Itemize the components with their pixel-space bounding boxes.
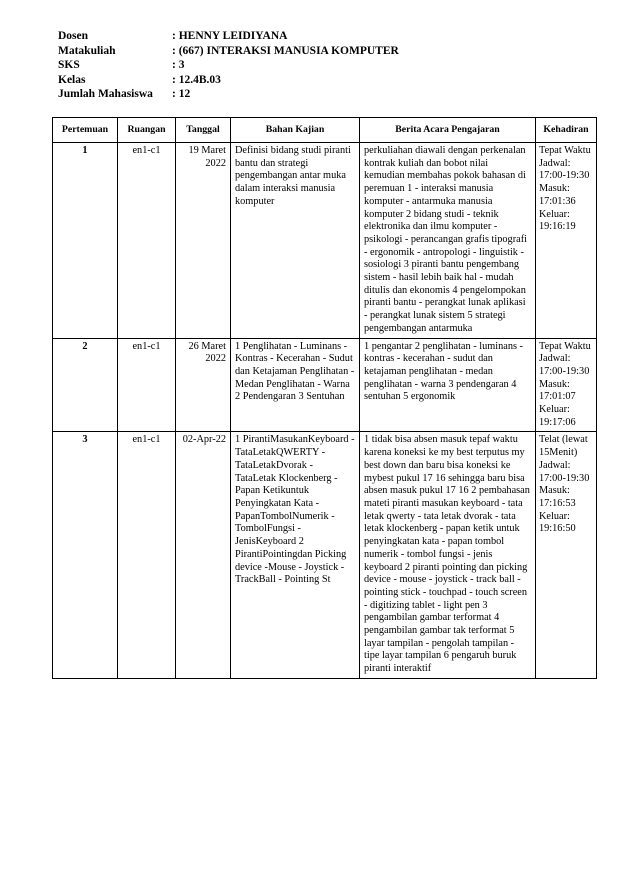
course-info — [58, 29, 399, 102]
header-kehadiran: Kehadiran — [536, 118, 597, 143]
table-header-row — [53, 118, 597, 143]
table-row — [53, 432, 597, 678]
topic-cell: 1 Penglihatan - Luminans - Kontras - Kecerahan - Sudut dan Ketajaman Penglihatan - Medan Penglihatan - Warna 2 Pendengaran 3 Sentuhan — [231, 338, 360, 432]
sks-row — [58, 58, 399, 73]
table-row — [53, 143, 597, 339]
report-cell: perkuliahan diawali dengan perkenalan kontrak kuliah dan bobot nilai kemudian membahas pokok bahasan di peremuan 1 - interaksi manusia komputer - antarmuka manusia komputer 2 bidang studi - teknik elektronika dan ilmu komputer - psikologi - perancangan grafis tipografi - ergonomik - antropologi - linguistik - sosiologi 3 piranti bantu pengembang sistem - hasil lebih baik hal - mudah ditulis dan ekonomis 4 pengelompokan piranti bantu - perangkat lunak aplikasi - perangkat lunak sistem 5 strategi pengembangan antarmuka — [360, 143, 536, 339]
sks-label: SKS — [58, 59, 80, 71]
kelas-label: Kelas — [58, 73, 86, 86]
report-cell: 1 tidak bisa absen masuk tepaf waktu karena koneksi ke my best terputus my best down dan baru bisa koneksi ke mybest pukul 17 16 sehingga baru bisa absen masuk pukul 17 16 2 pembahasan mateti piranti masukan keyboard - tata letak qwerty - tata letak dvorak - tata letak klockenberg - papan ketik untuk penyingkatan kata - papan tombol numerik - tombol fungsi - jenis keyboard 2 piranti pointing dan picking device - mouse - joystick - track ball - pointing stick - touchpad - touch screen - digitizing tablet - light pen 3 pengambilan gambar terformat 4 pengambilan gambar tak terformat 5 layar tampilan - pengolah tampilan - tipe layar tampilan 6 pengaruh buruk piranti interaktif — [360, 432, 536, 678]
table-row — [53, 338, 597, 432]
matakuliah-label: Matakuliah — [58, 44, 116, 57]
meeting-number: 1 — [53, 143, 118, 339]
kelas-value: : 12.4B.03 — [172, 73, 221, 86]
room-cell: en1-c1 — [118, 338, 176, 432]
header-pertemuan: Pertemuan — [53, 118, 118, 143]
dosen-label: Dosen — [58, 30, 89, 42]
header-tanggal: Tanggal — [176, 118, 231, 143]
room-cell: en1-c1 — [118, 143, 176, 339]
attendance-cell: Tepat Waktu Jadwal: 17:00-19:30 Masuk: 17:01:36 Keluar: 19:16:19 — [536, 143, 597, 339]
date-cell: 02-Apr-22 — [176, 432, 231, 678]
kelas-row — [58, 73, 399, 88]
dosen-row — [58, 29, 399, 44]
jumlah-row — [58, 87, 399, 102]
date-cell: 26 Maret 2022 — [176, 338, 231, 432]
jumlah-value: : 12 — [172, 88, 191, 100]
date-cell: 19 Maret 2022 — [176, 143, 231, 339]
topic-cell: 1 PirantiMasukanKeyboard -TataLetakQWERTY - TataLetakDvorak - TataLetak Klockenberg - Papan Ketikuntuk Penyingkatan Kata - PapanTombolNumerik - TombolFungsi - JenisKeyboard 2 PirantiPointingdan Picking device -Mouse - Joystick -TrackBall - Pointing St — [231, 432, 360, 678]
header-ruangan: Ruangan — [118, 118, 176, 143]
header-berita-acara: Berita Acara Pengajaran — [360, 118, 536, 143]
dosen-value: : HENNY LEIDIYANA — [172, 30, 288, 42]
jumlah-label: Jumlah Mahasiswa — [58, 88, 153, 100]
matakuliah-value: : (667) INTERAKSI MANUSIA KOMPUTER — [172, 44, 399, 57]
topic-cell: Definisi bidang studi piranti bantu dan strategi pengembangan antar muka dalam interaksi manusia komputer — [231, 143, 360, 339]
meeting-number: 2 — [53, 338, 118, 432]
matakuliah-row — [58, 44, 399, 59]
attendance-cell: Tepat Waktu Jadwal: 17:00-19:30 Masuk: 17:01:07 Keluar: 19:17:06 — [536, 338, 597, 432]
meeting-number: 3 — [53, 432, 118, 678]
teaching-report-table — [52, 117, 597, 679]
header-bahan-kajian: Bahan Kajian — [231, 118, 360, 143]
report-cell: 1 pengantar 2 penglihatan - luminans - kontras - kecerahan - sudut dan ketajaman penglihatan - medan penglihatan - warna 3 pendengaran 4 sentuhan 5 ergonomik — [360, 338, 536, 432]
attendance-cell: Telat (lewat 15Menit) Jadwal: 17:00-19:30 Masuk: 17:16:53 Keluar: 19:16:50 — [536, 432, 597, 678]
sks-value: : 3 — [172, 59, 185, 71]
room-cell: en1-c1 — [118, 432, 176, 678]
